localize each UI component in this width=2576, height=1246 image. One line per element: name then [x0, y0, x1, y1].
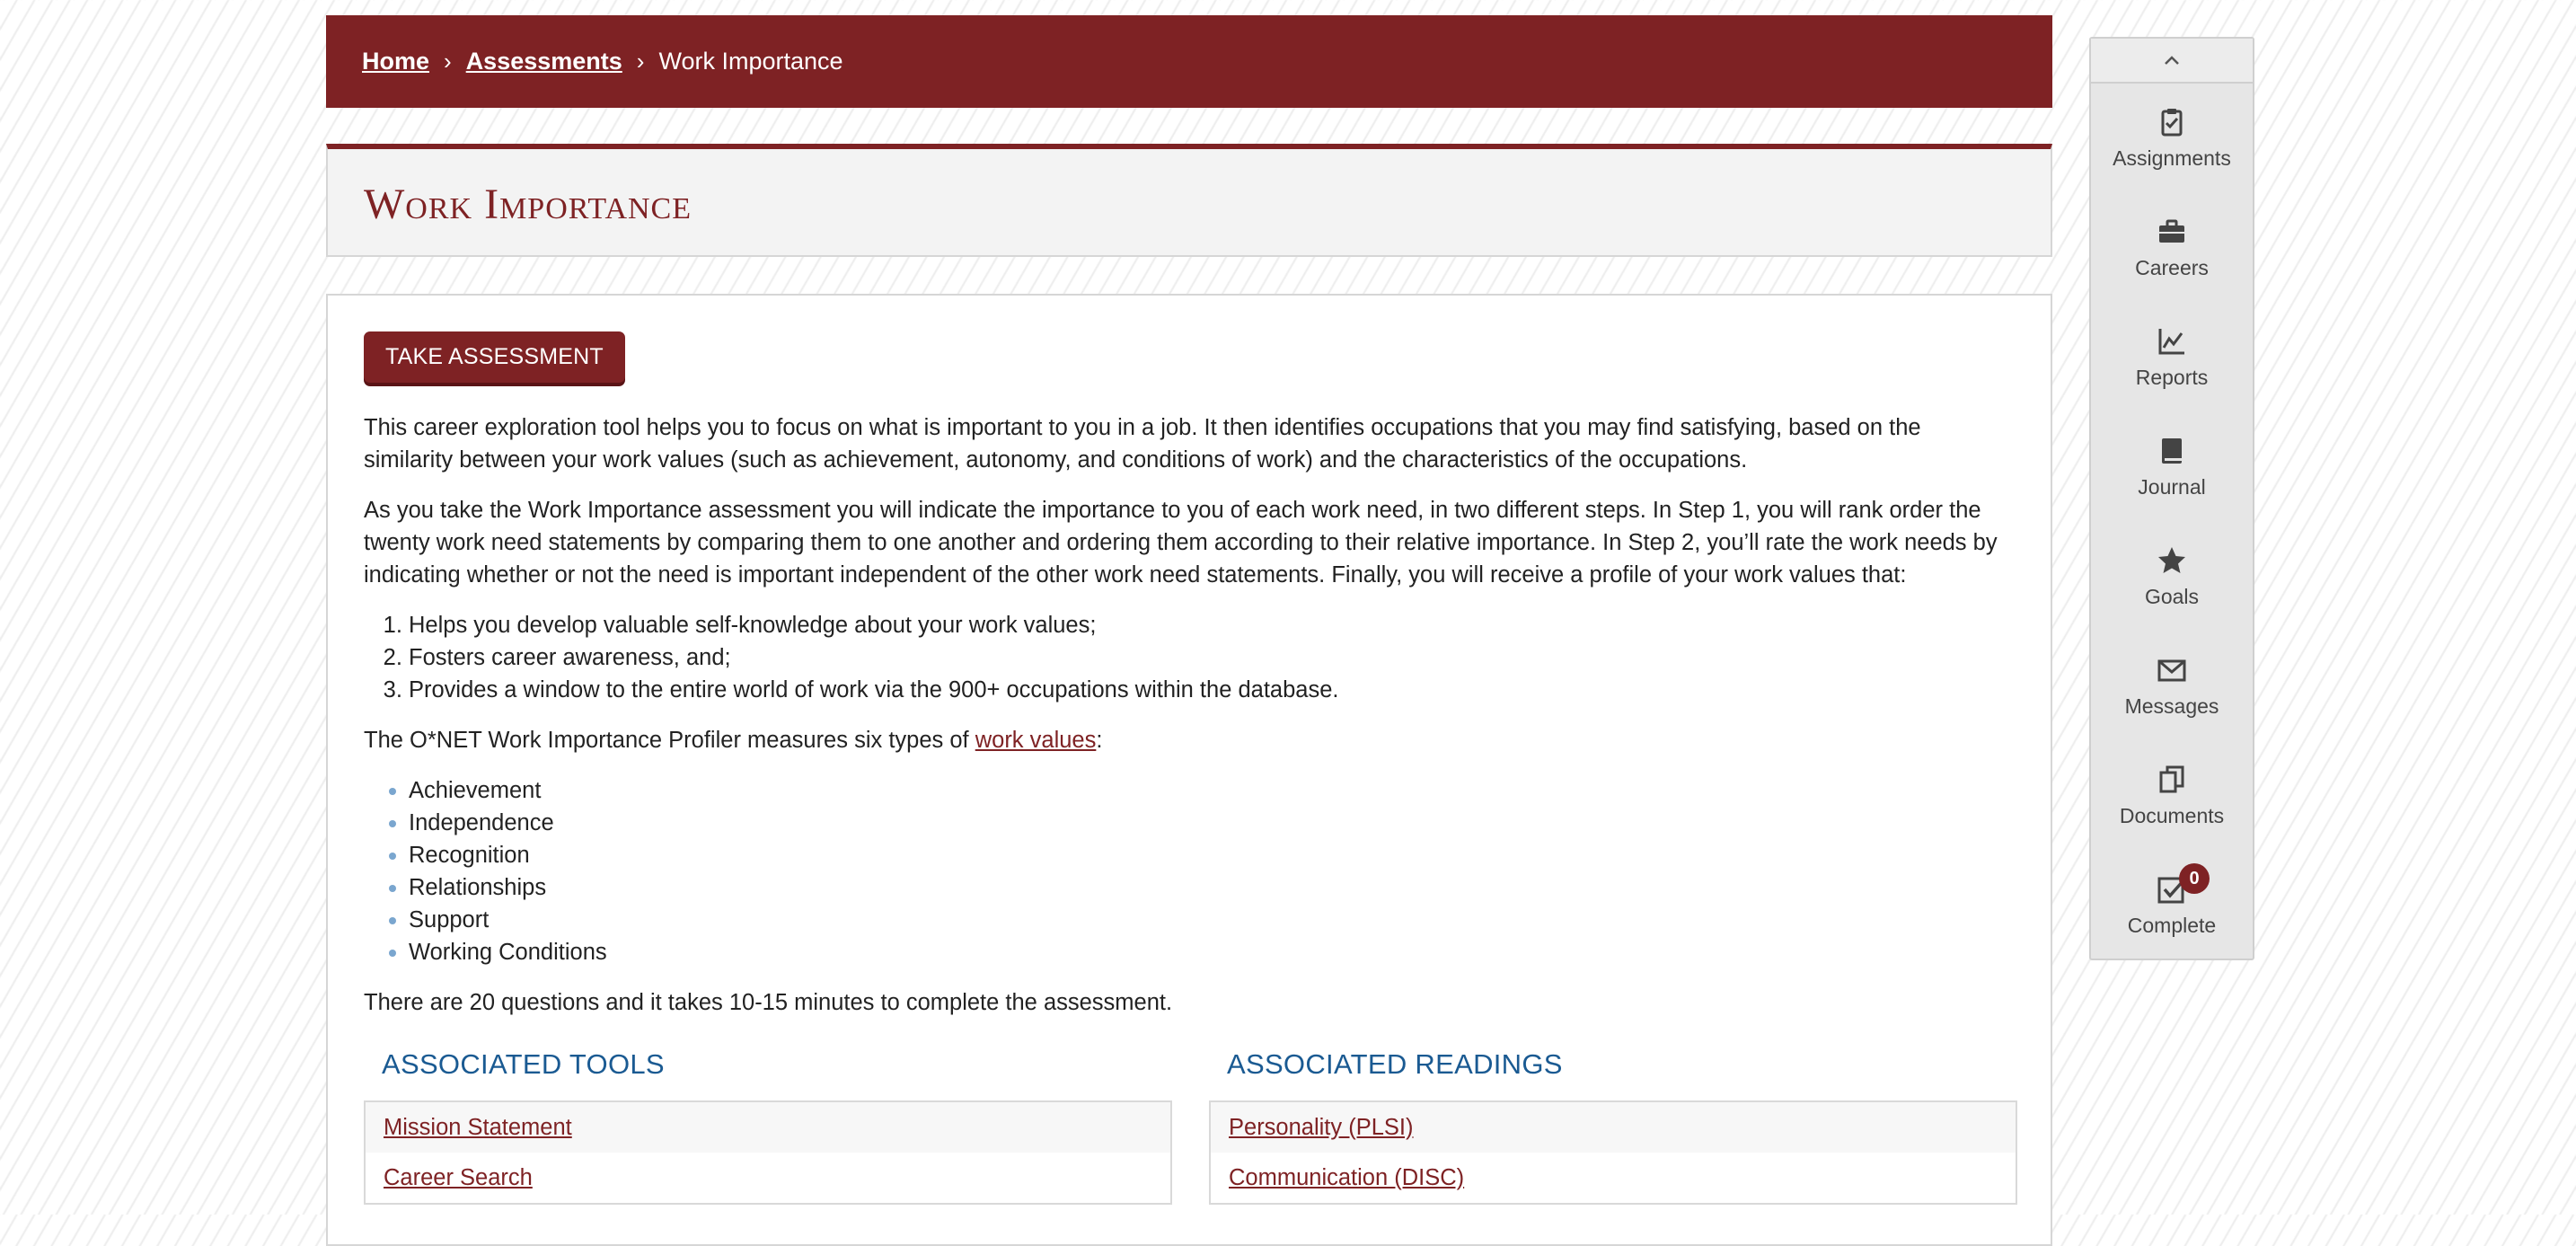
sidebar-item-reports[interactable]	[2091, 303, 2253, 412]
chevron-right-icon: ›	[636, 48, 645, 75]
associated-tools-heading: ASSOCIATED TOOLS	[382, 1048, 665, 1080]
list-item	[1211, 1102, 2016, 1153]
complete-count-badge: 0	[2179, 863, 2210, 894]
mission-statement-link[interactable]: Mission Statement	[384, 1114, 572, 1140]
values-prefix: The O*NET Work Importance Profiler measures six types of	[364, 728, 975, 753]
sidebar-item-goals[interactable]	[2091, 522, 2253, 632]
values-intro	[364, 724, 2015, 756]
steps-paragraph: As you take the Work Importance assessment you will indicate the importance to you of each work need, in two different steps. In Step 1, you will rank order the twenty work need statements by comparing them to one another and ordering them according to their relative importance. In Step 2, you’ll rate the work needs by indicating whether or not the need is important independent of the other work need statements. Finally, you will receive a profile of your work values that:	[364, 498, 1998, 588]
sidebar-item-label: Journal	[2138, 474, 2206, 499]
benefits-list	[364, 609, 2015, 706]
list-item	[366, 1153, 1170, 1203]
list-item: 1. Helps you develop valuable self-knowledge about your work values;	[409, 609, 2015, 641]
page-title-card	[326, 144, 2052, 257]
career-search-link[interactable]: Career Search	[384, 1164, 533, 1190]
collapse-sidebar-button[interactable]	[2091, 39, 2253, 84]
duration-text: There are 20 questions and it takes 10-15 minutes to complete the assessment.	[364, 990, 1173, 1015]
briefcase-icon	[2157, 217, 2187, 247]
quick-nav-sidebar	[2089, 37, 2254, 960]
chevron-right-icon: ›	[444, 48, 452, 75]
sidebar-item-assignments[interactable]	[2091, 84, 2253, 193]
intro-paragraph: This career exploration tool helps you to focus on what is important to you in a job. It then identifies occupations that you may find satisfying, based on the similarity between your work values (such as achievement, autonomy, and conditions of work) and the characteristics of the occupations.	[364, 415, 1921, 473]
sidebar-item-label: Goals	[2144, 584, 2200, 608]
breadcrumb	[326, 15, 2052, 108]
work-values-link[interactable]: work values	[975, 728, 1097, 753]
envelope-icon	[2157, 655, 2187, 685]
associated-readings-heading: ASSOCIATED READINGS	[1227, 1048, 1563, 1080]
work-values-list	[364, 774, 2015, 968]
list-item: Recognition	[409, 839, 2015, 871]
breadcrumb-current: Work Importance	[658, 48, 843, 75]
associated-tools	[364, 1048, 1172, 1205]
list-item: Independence	[409, 807, 2015, 839]
list-item: Relationships	[409, 871, 2015, 904]
associated-readings	[1209, 1048, 2017, 1205]
associated-readings-list	[1209, 1100, 2017, 1205]
page-title: Work Importance	[364, 181, 693, 228]
clipboard-check-icon	[2157, 107, 2187, 137]
breadcrumb-home-link[interactable]: Home	[362, 48, 430, 75]
values-suffix: :	[1096, 728, 1103, 753]
list-item: Working Conditions	[409, 936, 2015, 968]
list-item: 2. Fosters career awareness, and;	[409, 641, 2015, 674]
book-icon	[2157, 436, 2187, 466]
list-item: 3. Provides a window to the entire world of work via the 900+ occupations within the database.	[409, 674, 2015, 706]
list-item	[366, 1102, 1170, 1153]
sidebar-item-label: Messages	[2124, 694, 2219, 718]
list-item: Support	[409, 904, 2015, 936]
sidebar-item-label: Complete	[2127, 913, 2217, 937]
personality-plsi-link[interactable]: Personality (PLSI)	[1229, 1114, 1414, 1140]
assessment-content	[326, 294, 2052, 1246]
communication-disc-link[interactable]: Communication (DISC)	[1229, 1164, 1465, 1190]
sidebar-item-label: Documents	[2119, 803, 2225, 827]
sidebar-item-label: Reports	[2135, 365, 2209, 389]
sidebar-item-label: Assignments	[2113, 146, 2231, 170]
sidebar-item-journal[interactable]	[2091, 412, 2253, 522]
sidebar-item-documents[interactable]	[2091, 741, 2253, 851]
list-item: Achievement	[409, 774, 2015, 807]
list-item	[1211, 1153, 2016, 1203]
star-icon	[2157, 545, 2187, 576]
sidebar-item-messages[interactable]	[2091, 632, 2253, 741]
chevron-up-icon	[2163, 54, 2181, 66]
associated-tools-list	[364, 1100, 1172, 1205]
sidebar-item-complete[interactable]	[2091, 851, 2253, 960]
breadcrumb-assessments-link[interactable]: Assessments	[465, 48, 622, 75]
documents-icon	[2157, 764, 2187, 795]
sidebar-item-label: Careers	[2135, 255, 2209, 279]
take-assessment-button[interactable]: TAKE ASSESSMENT	[364, 331, 625, 383]
line-chart-icon	[2157, 326, 2187, 357]
sidebar-item-careers[interactable]	[2091, 193, 2253, 303]
